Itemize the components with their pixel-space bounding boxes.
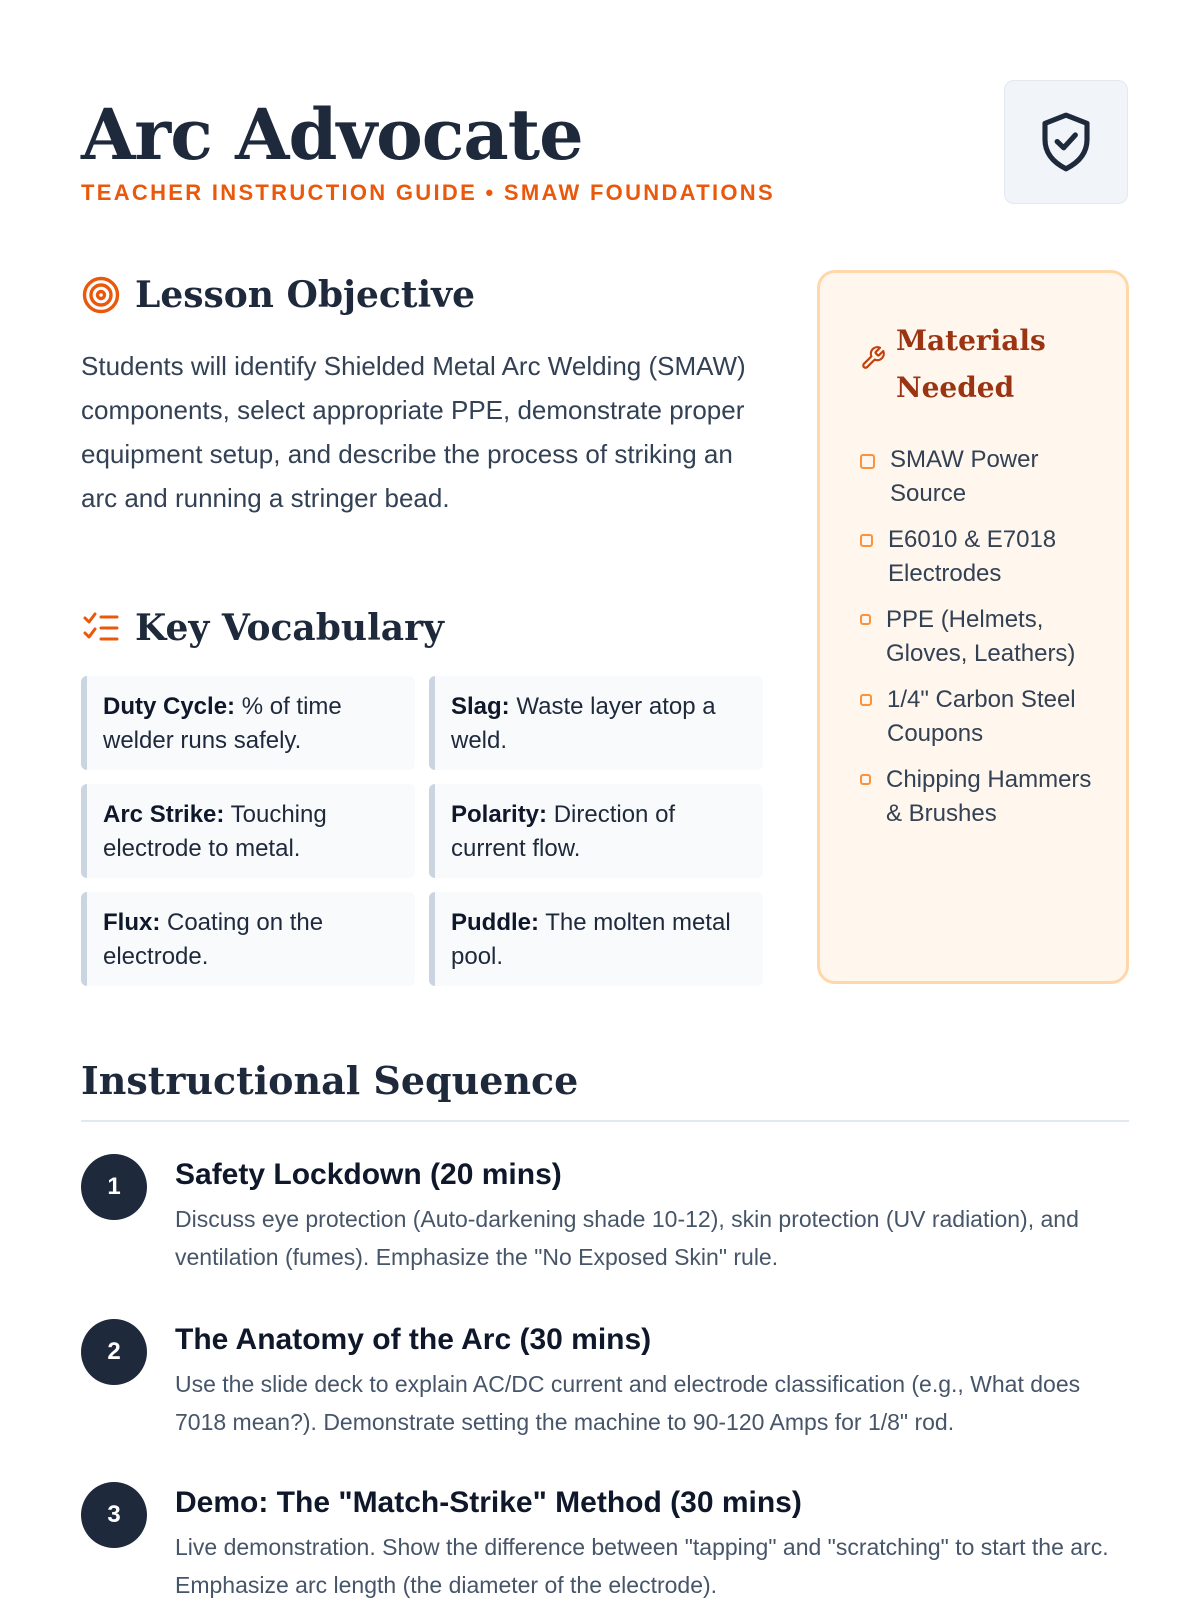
checklist-icon — [81, 608, 121, 648]
materials-heading-text: Materials Needed — [896, 324, 1046, 404]
step-description: Use the slide deck to explain AC/DC current and electrode classification (e.g., What does 7018 mean?). Demonstrate setting the machine to 90-120 Amps for 1/8" rod. — [175, 1371, 1081, 1435]
vocab-term: Puddle: — [451, 909, 539, 936]
step-title: Demo: The "Match-Strike" Method (30 mins) — [175, 1486, 802, 1519]
vocab-definition: Direction of current flow. — [451, 801, 676, 862]
checkbox-icon — [860, 614, 871, 625]
step-title: Safety Lockdown (20 mins) — [175, 1158, 562, 1191]
step-number-badge: 3 — [81, 1482, 147, 1548]
material-label: E6010 & E7018 Electrodes — [888, 526, 1057, 587]
divider — [81, 1120, 1129, 1122]
vocab-card-arc-strike — [81, 784, 415, 878]
shield-badge — [1004, 80, 1128, 204]
vocab-card-puddle — [429, 892, 763, 986]
wrench-icon — [860, 345, 886, 375]
target-icon — [81, 275, 121, 315]
objective-heading-text: Lesson Objective — [135, 274, 475, 316]
checkbox-icon — [860, 454, 875, 469]
vocab-card-duty-cycle — [81, 676, 415, 770]
step-description: Discuss eye protection (Auto-darkening shade 10-12), skin protection (UV radiation), and ventilation (fumes). Emphasize the "No Exposed Skin" rule. — [175, 1206, 1079, 1270]
material-label: SMAW Power Source — [890, 446, 1039, 507]
checkbox-icon — [860, 694, 872, 706]
vocabulary-heading-text: Key Vocabulary — [135, 607, 444, 649]
objective-heading — [81, 274, 475, 316]
page-title: Arc Advocate — [81, 93, 583, 176]
checkbox-icon — [860, 534, 873, 547]
vocab-card-flux — [81, 892, 415, 986]
step-number-badge: 2 — [81, 1319, 147, 1385]
shield-check-icon — [1038, 111, 1094, 173]
step-title: The Anatomy of the Arc (30 mins) — [175, 1323, 652, 1356]
vocab-card-polarity — [429, 784, 763, 878]
step-description: Live demonstration. Show the difference between "tapping" and "scratching" to start the arc. Emphasize arc length (the diameter of the electrode). — [175, 1534, 1109, 1598]
checkbox-icon — [860, 774, 871, 785]
vocab-definition: Waste layer atop a weld. — [451, 693, 716, 754]
materials-list — [860, 443, 1096, 831]
list-item — [860, 763, 1096, 831]
vocab-term: Slag: — [451, 693, 510, 720]
list-item — [860, 523, 1096, 591]
step-number-badge: 1 — [81, 1154, 147, 1220]
list-item — [860, 603, 1096, 671]
list-item — [860, 443, 1096, 511]
objective-text: Students will identify Shielded Metal Arc Welding (SMAW) components, select appropriate PPE, demonstrate proper equipment setup, and describe the process of striking an arc and running a stringer bead. — [81, 351, 746, 513]
vocab-definition: Touching electrode to metal. — [103, 801, 327, 862]
vocab-term: Arc Strike: — [103, 801, 225, 828]
material-label: PPE (Helmets, Gloves, Leathers) — [886, 606, 1076, 667]
materials-heading — [860, 317, 1096, 411]
vocab-term: Polarity: — [451, 801, 548, 828]
vocab-term: Flux: — [103, 909, 161, 936]
page-header — [81, 92, 775, 206]
vocab-card-slag — [429, 676, 763, 770]
material-label: 1/4" Carbon Steel Coupons — [887, 686, 1076, 747]
material-label: Chipping Hammers & Brushes — [886, 766, 1092, 827]
list-item — [860, 683, 1096, 751]
vocab-term: Duty Cycle: — [103, 693, 236, 720]
sequence-heading: Instructional Sequence — [81, 1058, 579, 1103]
vocab-definition: The molten metal pool. — [451, 909, 731, 970]
vocab-definition: % of time welder runs safely. — [103, 693, 342, 754]
materials-panel — [817, 270, 1129, 984]
vocab-definition: Coating on the electrode. — [103, 909, 324, 970]
vocabulary-grid — [81, 676, 761, 986]
vocabulary-heading — [81, 607, 444, 649]
page-subtitle: TEACHER INSTRUCTION GUIDE • SMAW FOUNDATIONS — [81, 180, 775, 205]
